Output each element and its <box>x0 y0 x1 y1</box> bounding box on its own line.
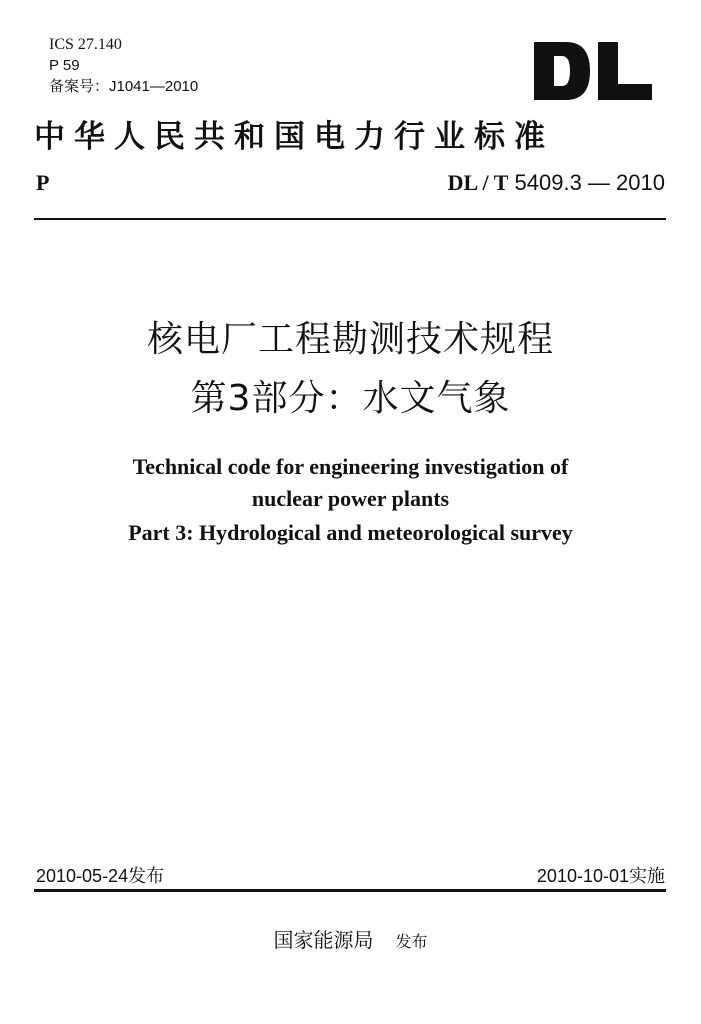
chinese-title-line-1: 核电厂工程勘测技术规程 <box>146 319 554 360</box>
bottom-divider <box>34 889 666 892</box>
standard-number <box>448 170 665 196</box>
english-title-line-2: nuclear power plants <box>251 486 450 511</box>
record-number: 备案号：J1041—2010 <box>49 78 199 95</box>
standard-prefix: DL / T <box>447 170 509 195</box>
issuer <box>0 924 701 953</box>
english-title-line-3: Part 3: Hydrological and meteorological survey <box>128 520 573 545</box>
ccs-code: P 59 <box>49 57 80 74</box>
top-divider <box>34 218 666 220</box>
issue-date: 2010-05-24发布 <box>36 866 165 886</box>
dl-logo <box>532 40 654 102</box>
implementation-date: 2010-10-01实施 <box>536 866 665 886</box>
english-title-line-1: Technical code for engineering investigation of <box>132 454 569 479</box>
industry-standard-title: 中华人民共和国电力行业标准 <box>34 119 554 155</box>
issuer-name: 国家能源局 <box>273 928 374 952</box>
standard-code: 5409.3 — 2010 <box>514 170 665 195</box>
chinese-title-line-2: 第3部分：水文气象 <box>190 378 511 419</box>
ics-code: ICS 27.140 <box>49 36 122 53</box>
category-letter: P <box>36 170 50 195</box>
issuer-label: 发布 <box>395 932 428 951</box>
